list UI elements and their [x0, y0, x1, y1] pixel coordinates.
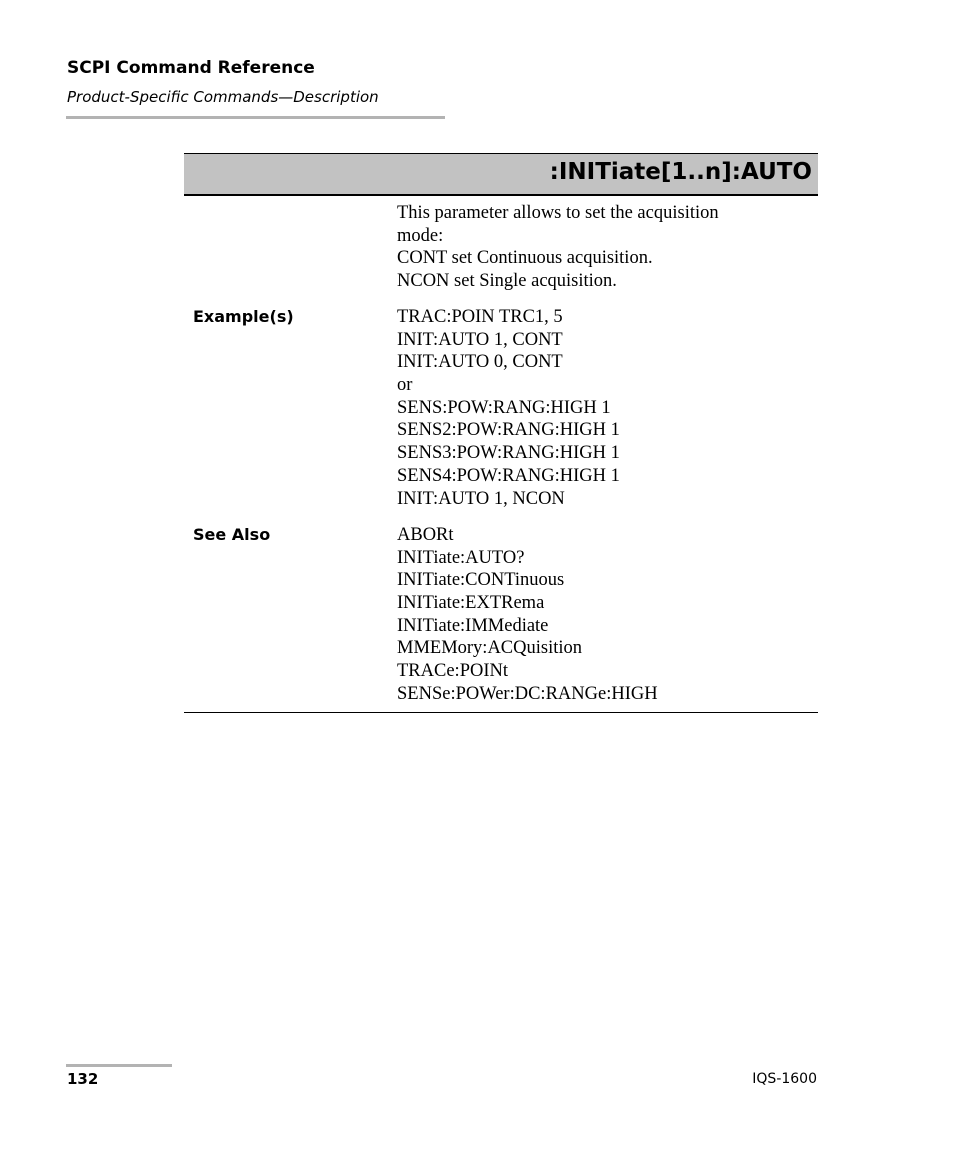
page-number: 132 [67, 1070, 99, 1088]
see-also-line: TRACe:POINt [397, 661, 508, 682]
description-line: mode: [397, 225, 444, 246]
description-line: NCON set Single acquisition. [397, 271, 617, 292]
table-bottom-rule [184, 712, 818, 713]
header-rule [66, 116, 445, 119]
description-line: This parameter allows to set the acquisition [397, 203, 719, 223]
product-name: IQS-1600 [752, 1071, 817, 1087]
see-also-line: INITiate:EXTRema [397, 593, 545, 614]
example-line: INIT:AUTO 0, CONT [397, 352, 563, 373]
example-line: INIT:AUTO 1, CONT [397, 329, 563, 350]
see-also-line: INITiate:AUTO? [397, 547, 525, 568]
section-title: SCPI Command Reference [67, 58, 315, 78]
example-line: SENS:POW:RANG:HIGH 1 [397, 397, 611, 418]
see-also-line: SENSe:POWer:DC:RANGe:HIGH [397, 683, 658, 704]
see-also-line: ABORt [397, 525, 454, 545]
description-block [397, 202, 719, 293]
command-title: :INITiate[1..n]:AUTO [549, 159, 812, 185]
description-line: CONT set Continuous acquisition. [397, 248, 653, 269]
see-also-label: See Also [193, 525, 271, 544]
command-title-bar [184, 153, 818, 196]
example-line: or [397, 375, 413, 396]
example-line: TRAC:POIN TRC1, 5 [397, 307, 563, 327]
footer-rule [66, 1064, 172, 1067]
see-also-line: INITiate:IMMediate [397, 615, 549, 636]
see-also-line: MMEMory:ACQuisition [397, 638, 583, 659]
examples-block [397, 306, 620, 510]
section-subtitle: Product-Specific Commands—Description [67, 88, 379, 106]
see-also-block [397, 524, 658, 706]
example-line: SENS4:POW:RANG:HIGH 1 [397, 465, 620, 486]
see-also-line: INITiate:CONTinuous [397, 570, 565, 591]
examples-label: Example(s) [193, 307, 294, 326]
example-line: SENS2:POW:RANG:HIGH 1 [397, 420, 620, 441]
example-line: SENS3:POW:RANG:HIGH 1 [397, 443, 620, 464]
example-line: INIT:AUTO 1, NCON [397, 488, 565, 509]
